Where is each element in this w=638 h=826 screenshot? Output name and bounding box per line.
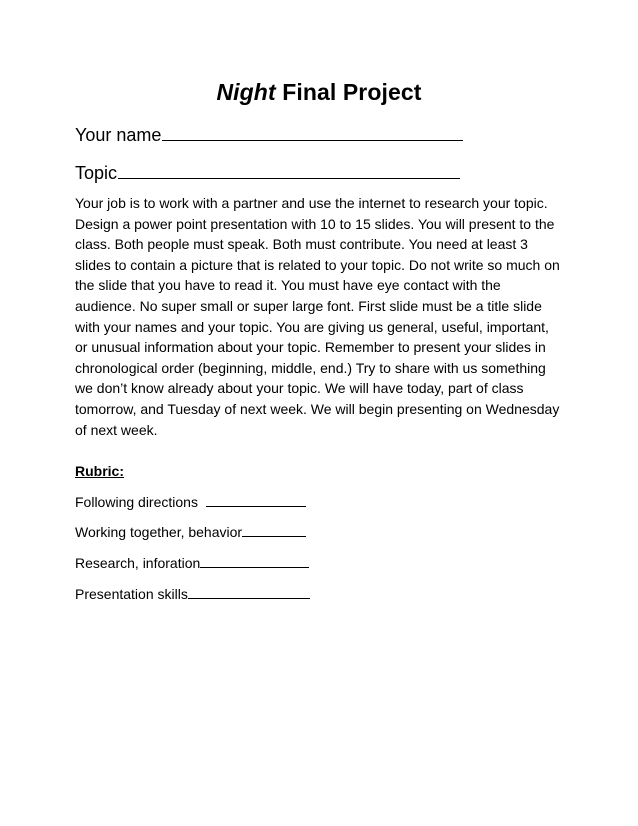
rubric-item-label: Working together, behavior — [75, 524, 243, 540]
page-title — [0, 77, 638, 107]
topic-label: Topic — [75, 163, 118, 183]
rubric-item-label: Following directions — [75, 494, 198, 510]
rubric-blank-line[interactable] — [206, 492, 306, 507]
name-field — [75, 122, 463, 147]
rubric-item-label: Research, inforation — [75, 555, 201, 571]
rubric-item-following-directions — [75, 492, 306, 512]
title-italic: Night — [216, 79, 276, 105]
rubric-item-research — [75, 553, 309, 573]
rubric-item-working-together — [75, 522, 306, 542]
name-label: Your name — [75, 125, 162, 145]
instructions-paragraph: Your job is to work with a partner and use the internet to research your topic. Design a power point presentation with 10 to 15 slides. You will present to the class. Both people must speak. Both must contribute. You need at least 3 slides to contain a picture that is related to your topic. Do not write so much on the slide that you have to read it. You must have eye contact with the audience. No super small or super large font. First slide must be a title slide with your names and your topic. You are giving us general, useful, important, or unusual information about your topic. Remember to present your slides in chronological order (beginning, middle, end.) Try to share with us something we don’t know already about your topic. We will have today, part of class tomorrow, and Tuesday of next week. We will begin presenting on Wednesday of next week. — [75, 195, 560, 438]
rubric-blank-line[interactable] — [188, 584, 310, 599]
rubric-blank-line[interactable] — [242, 522, 306, 537]
topic-blank-line[interactable] — [118, 160, 460, 179]
rubric-item-label: Presentation skills — [75, 586, 188, 602]
name-blank-line[interactable] — [162, 122, 463, 141]
title-rest: Final Project — [275, 79, 422, 105]
rubric-heading: Rubric: — [75, 463, 124, 479]
rubric-item-presentation-skills — [75, 584, 310, 604]
topic-field — [75, 160, 460, 185]
rubric-blank-line[interactable] — [200, 553, 309, 568]
